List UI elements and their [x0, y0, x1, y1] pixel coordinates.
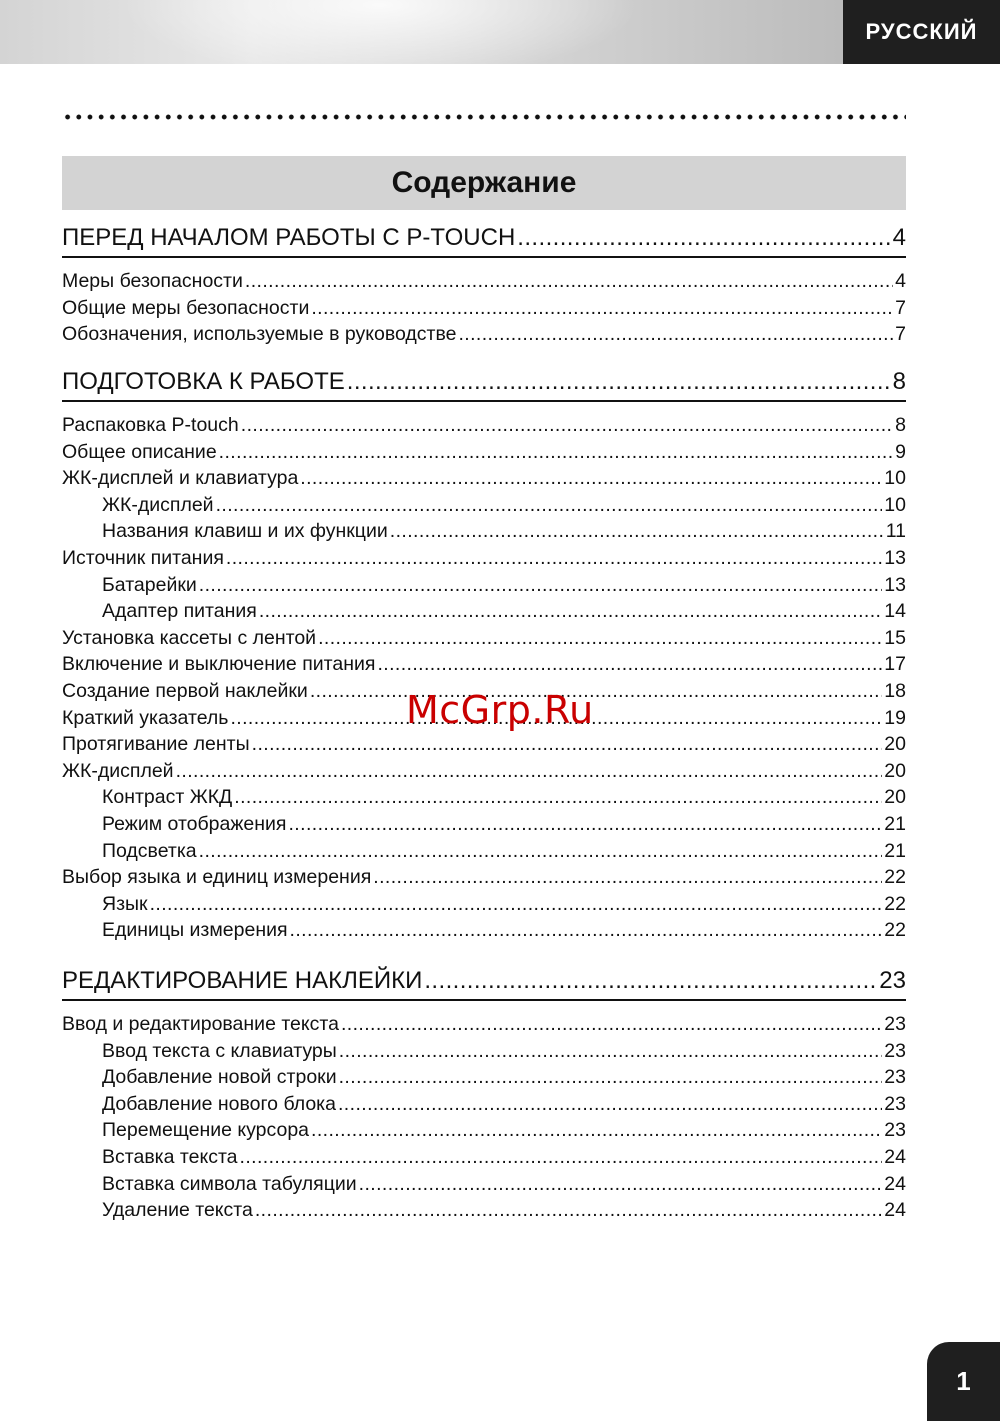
toc-leader [339, 1040, 883, 1063]
toc-entry-label: Язык [102, 892, 148, 915]
toc-entry-label: Краткий указатель [62, 706, 229, 729]
toc-entry-page: 9 [895, 440, 906, 463]
toc-leader [377, 653, 882, 676]
toc-entry-page: 7 [895, 323, 906, 346]
toc-entry-label: Подсветка [102, 839, 197, 862]
toc-entry-label: Общее описание [62, 440, 217, 463]
toc-entry-page: 15 [884, 626, 906, 649]
toc-leader [359, 1173, 883, 1196]
toc-chapter[interactable] [62, 368, 906, 396]
toc-entry-label: ЖК-дисплей [62, 759, 174, 782]
toc-entry-page: 10 [884, 493, 906, 516]
toc-leader [347, 368, 891, 396]
toc-entry-page: 11 [885, 520, 906, 543]
toc-subentry[interactable] [102, 1173, 906, 1196]
toc-entry-label: Выбор языка и единиц измерения [62, 866, 372, 889]
toc-entry-page: 23 [884, 1013, 906, 1035]
toc-subentry[interactable] [102, 893, 906, 916]
toc-entry[interactable] [62, 866, 906, 889]
toc-leader [241, 414, 893, 437]
toc-entry[interactable] [62, 760, 906, 783]
toc-leader [219, 441, 893, 464]
toc-subentry[interactable] [102, 840, 906, 863]
toc-entry-label: Обозначения, используемые в руководстве [62, 323, 457, 346]
toc-leader [199, 840, 883, 863]
toc-leader [255, 1199, 882, 1222]
toc-entry[interactable] [62, 297, 906, 320]
toc-entry-label: Батарейки [102, 573, 197, 596]
toc-entry-page: 13 [884, 573, 906, 596]
toc-entry-label: Вставка текста [102, 1146, 238, 1168]
toc-subentry[interactable] [102, 1066, 906, 1089]
toc-entry-label: Адаптер питания [102, 600, 257, 623]
page-number: 1 [927, 1342, 1000, 1421]
toc-entry-page: 17 [884, 653, 906, 676]
toc-entry-page: 24 [884, 1199, 906, 1222]
toc-leader [338, 1093, 882, 1116]
toc-leader [458, 323, 893, 346]
toc-entry-page: 20 [884, 733, 906, 756]
toc-entry-label: Протягивание ленты [62, 733, 250, 756]
toc-entry-page: 18 [884, 680, 906, 702]
toc-leader [226, 547, 882, 570]
toc-entry-page: 20 [884, 786, 906, 809]
toc-chapter-title: ПОДГОТОВКА К РАБОТЕ [62, 368, 345, 395]
toc-entry-page: 23 [884, 1039, 906, 1062]
toc-leader [517, 224, 890, 252]
toc-leader [176, 760, 883, 783]
toc-entry-label: Включение и выключение питания [62, 653, 376, 676]
toc-leader [259, 600, 882, 623]
toc-chapter-title: ПЕРЕД НАЧАЛОМ РАБОТЫ С P-TOUCH [62, 224, 516, 251]
toc-entry-page: 8 [895, 414, 906, 436]
toc-subentry[interactable] [102, 919, 906, 942]
toc-entry-label: Создание первой наклейки [62, 680, 308, 702]
toc-leader [341, 1013, 882, 1036]
toc-leader [339, 1066, 883, 1089]
toc-entry-label: Меры безопасности [62, 270, 243, 292]
toc-entry-page: 19 [884, 706, 906, 729]
toc-entry-page: 20 [884, 759, 906, 782]
toc-entry[interactable] [62, 733, 906, 756]
toc-subentry[interactable] [102, 494, 906, 517]
toc-entry[interactable] [62, 653, 906, 676]
toc-subentry[interactable] [102, 520, 906, 543]
toc-chapter[interactable] [62, 224, 906, 252]
toc-entry-label: Единицы измерения [102, 919, 288, 942]
toc-entry-page: 21 [884, 839, 906, 862]
chapter-underline [62, 400, 906, 402]
toc-entry-label: Названия клавиш и их функции [102, 520, 388, 543]
toc-leader [234, 786, 882, 809]
toc-entry-label: ЖК-дисплей [102, 493, 214, 516]
toc-entry-label: Распаковка P-touch [62, 414, 239, 436]
toc-leader [424, 967, 877, 995]
toc-entry-page: 13 [884, 547, 906, 569]
toc-entry-page: 23 [884, 1092, 906, 1115]
toc-chapter-title: РЕДАКТИРОВАНИЕ НАКЛЕЙКИ [62, 967, 423, 994]
toc-leader [199, 574, 883, 597]
toc-subentry[interactable] [102, 1146, 906, 1169]
toc-entry[interactable] [62, 547, 906, 570]
toc-entry-page: 24 [884, 1172, 906, 1195]
toc-leader [252, 733, 883, 756]
language-tab: РУССКИЙ [843, 0, 1000, 64]
toc-subentry[interactable] [102, 600, 906, 623]
toc-entry-label: Общие меры безопасности [62, 296, 310, 319]
toc-leader [216, 494, 883, 517]
toc-subentry[interactable] [102, 574, 906, 597]
toc-leader [150, 893, 883, 916]
toc-subentry[interactable] [102, 1119, 906, 1142]
toc-leader [373, 866, 882, 889]
toc-entry-label: Режим отображения [102, 813, 287, 835]
toc-subentry[interactable] [102, 1040, 906, 1063]
toc-entry[interactable] [62, 467, 906, 490]
toc-entry-label: Добавление нового блока [102, 1092, 336, 1115]
toc-subentry[interactable] [102, 1199, 906, 1222]
header-bar [0, 0, 843, 64]
toc-entry-page: 22 [884, 919, 906, 942]
toc-leader [288, 813, 882, 836]
toc-entry-label: Ввод и редактирование текста [62, 1013, 339, 1035]
toc-leader [240, 1146, 883, 1169]
watermark: McGrp.Ru [406, 688, 594, 732]
toc-entry[interactable] [62, 414, 906, 437]
toc-entry[interactable] [62, 1013, 906, 1036]
toc-entry-page: 14 [884, 600, 906, 623]
toc-leader [311, 297, 893, 320]
toc-leader [318, 627, 882, 650]
toc-entry-page: 22 [884, 866, 906, 889]
toc-entry-label: Добавление новой строки [102, 1066, 337, 1089]
toc-entry[interactable] [62, 441, 906, 464]
toc-subentry[interactable] [102, 1093, 906, 1116]
toc-entry-label: Ввод текста с клавиатуры [102, 1039, 337, 1062]
toc-entry[interactable] [62, 270, 906, 293]
toc-entry-page: 10 [884, 467, 906, 490]
toc-leader [300, 467, 882, 490]
toc-entry-label: Перемещение курсора [102, 1119, 310, 1142]
toc-entry-label: Вставка символа табуляции [102, 1172, 357, 1195]
toc-subentry[interactable] [102, 813, 906, 836]
toc-leader [311, 1119, 882, 1142]
toc-entry-page: 22 [884, 892, 906, 915]
toc-entry-page: 24 [884, 1146, 906, 1168]
toc-leader [390, 520, 884, 543]
toc-entry-label: Установка кассеты с лентой [62, 626, 317, 649]
toc-entry-page: 21 [884, 813, 906, 835]
toc-entry-page: 23 [884, 1119, 906, 1142]
header-gloss [120, 0, 640, 64]
toc-subentry[interactable] [102, 786, 906, 809]
toc-entry-label: Контраст ЖКД [102, 786, 233, 809]
toc-chapter-page: 8 [892, 368, 906, 395]
toc-entry-page: 4 [895, 270, 906, 292]
toc-entry-label: ЖК-дисплей и клавиатура [62, 467, 299, 490]
toc-chapter-page: 23 [879, 967, 906, 994]
toc-entry[interactable] [62, 323, 906, 346]
chapter-underline [62, 256, 906, 258]
toc-chapter[interactable] [62, 967, 906, 995]
toc-leader [310, 680, 882, 703]
toc-entry-page: 23 [884, 1066, 906, 1089]
toc-entry-label: Источник питания [62, 547, 224, 569]
dotted-divider [62, 114, 906, 120]
toc-entry-page: 7 [895, 296, 906, 319]
toc-entry[interactable] [62, 627, 906, 650]
toc-chapter-page: 4 [892, 224, 906, 251]
toc-leader [290, 919, 883, 942]
page-title: Содержание [62, 156, 906, 210]
toc-entry-label: Удаление текста [102, 1199, 253, 1222]
toc-leader [245, 270, 893, 293]
chapter-underline [62, 999, 906, 1001]
